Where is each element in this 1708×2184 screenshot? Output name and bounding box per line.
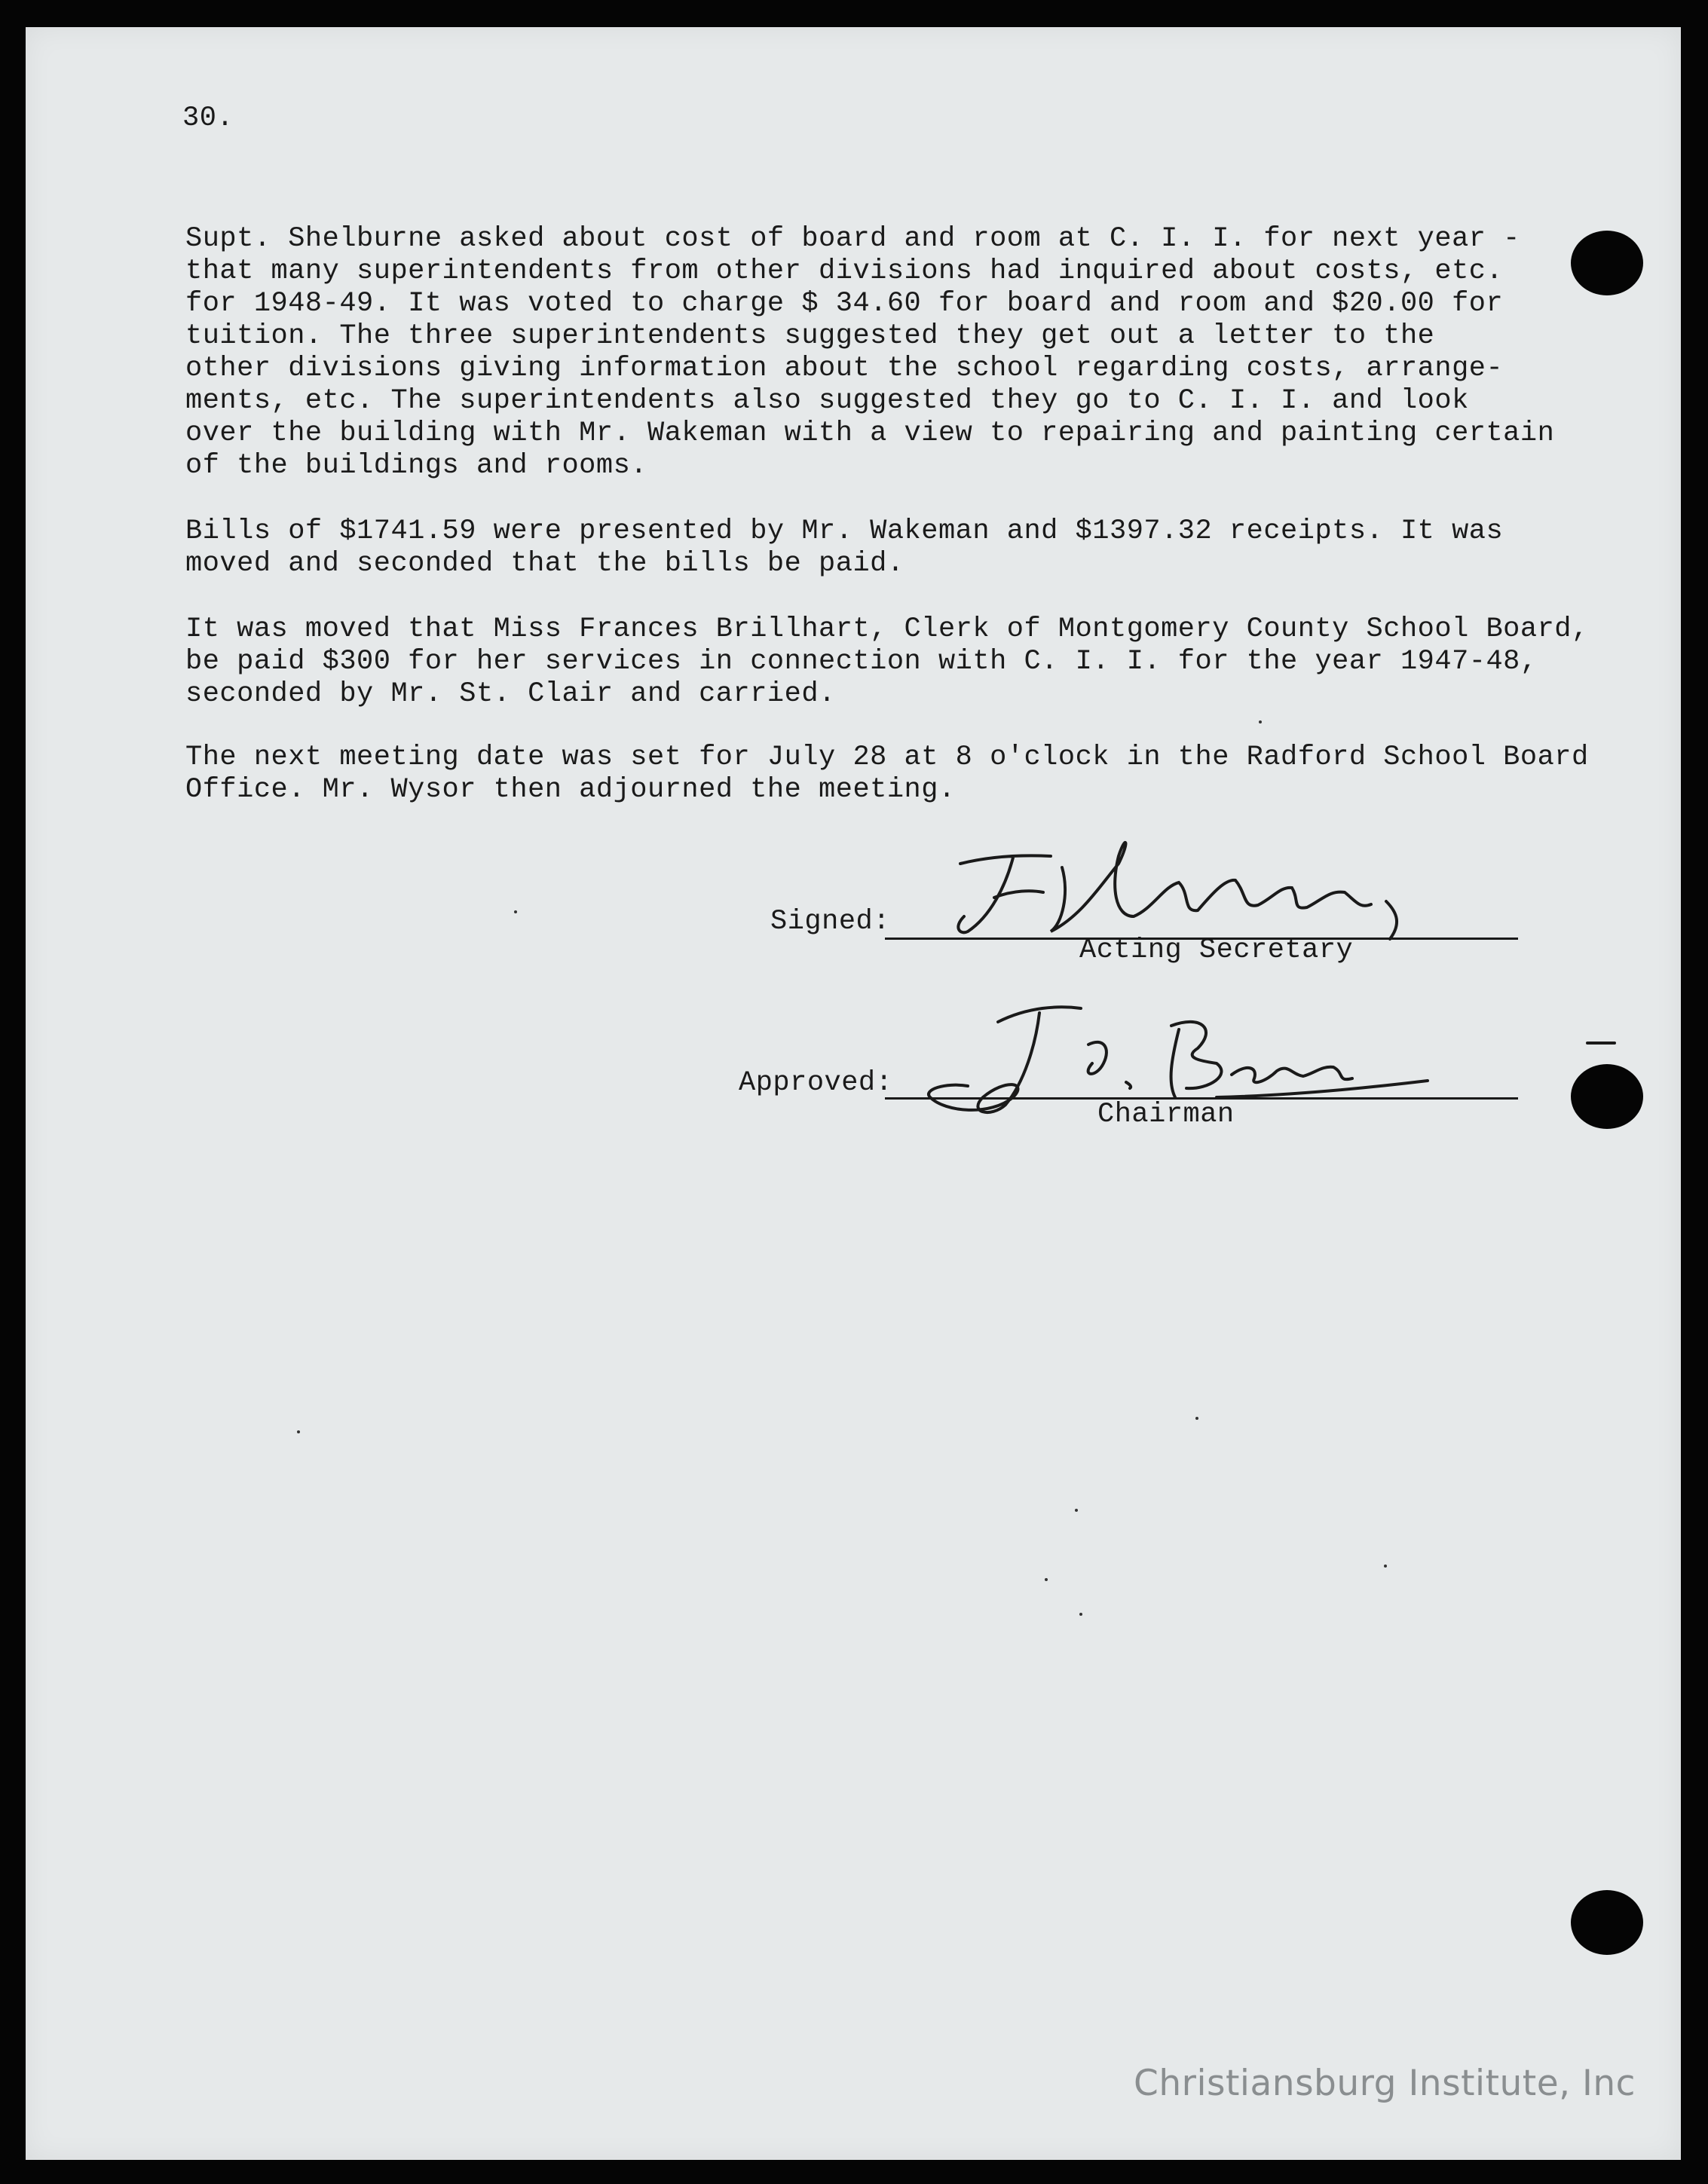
watermark: Christiansburg Institute, Inc — [1134, 2063, 1636, 2104]
paragraph-bills: Bills of $1741.59 were presented by Mr. Wakeman and $1397.32 receipts. It was moved and seconded that the bills be paid. — [185, 515, 1504, 580]
speck — [514, 910, 517, 913]
speck — [1075, 1509, 1078, 1512]
binder-hole-middle — [1571, 1064, 1643, 1129]
approved-label: Approved: — [739, 1067, 893, 1099]
speck — [1259, 720, 1262, 723]
paragraph-board-and-room: Supt. Shelburne asked about cost of board and room at C. I. I. for next year - that many superintendents from other divisions had inquired about costs, etc. for 1948-49. It was voted to charge $ 34.60 for board and room and $20.00 for tuition. The three superintendents suggested they get out a letter to the other divisions giving information about the school regarding costs, arrange- ments, etc. The superintendents also suggested they go to C. I. I. and look over the building with Mr. Wakeman with a view to repairing and painting certain of the buildings and rooms. — [185, 223, 1555, 482]
speck — [1079, 1613, 1082, 1616]
pencil-mark — [1586, 1042, 1616, 1045]
acting-secretary-caption: Acting Secretary — [1079, 934, 1354, 966]
page-number: 30. — [182, 102, 234, 134]
paragraph-clerk-payment: It was moved that Miss Frances Brillhart, Clerk of Montgomery County School Board, be paid $300 for her services in connection with C. I. I. for the year 1947-48, seconded by Mr. St. Clair and carried. — [185, 613, 1589, 710]
secretary-signature — [938, 826, 1420, 947]
speck — [297, 1430, 300, 1433]
speck — [1195, 1417, 1198, 1420]
paragraph-next-meeting: The next meeting date was set for July 28 at 8 o'clock in the Radford School Board Office. Mr. Wysor then adjourned the meeting. — [185, 742, 1589, 806]
document-page — [26, 27, 1681, 2160]
speck — [1384, 1565, 1387, 1568]
binder-hole-top — [1571, 231, 1643, 295]
binder-hole-bottom — [1571, 1890, 1643, 1955]
signed-label: Signed: — [770, 906, 890, 938]
speck — [1045, 1578, 1048, 1581]
chairman-caption: Chairman — [1097, 1099, 1235, 1130]
